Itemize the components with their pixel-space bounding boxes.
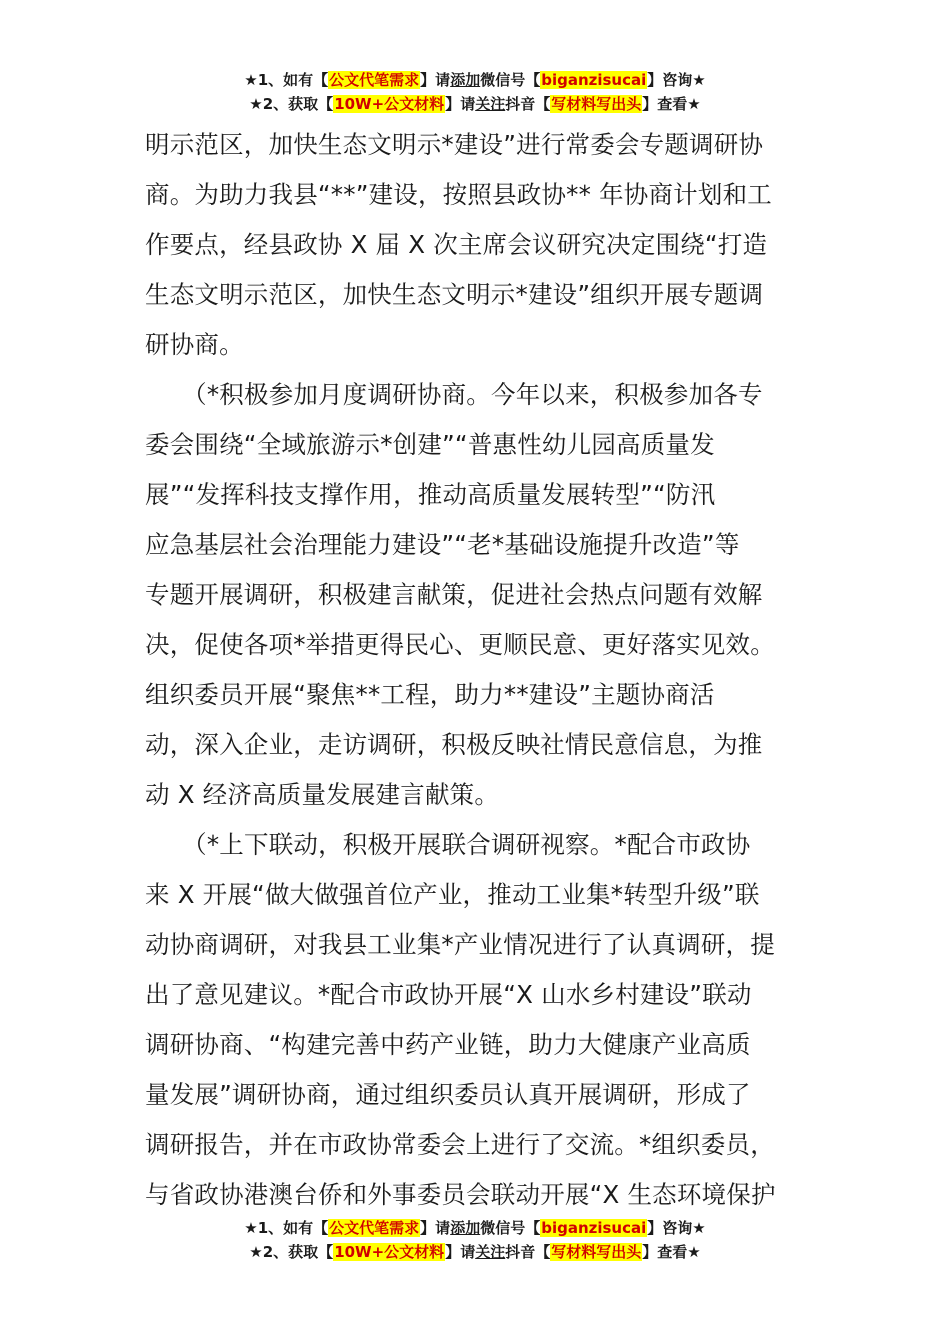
body-line: 决，促使各项*举措更得民心、更顺民意、更好落实见效。 [145,630,775,659]
body-line: 研协商。 [145,330,244,359]
banner-line-1: ★1、如有【公文代笔需求】请添加微信号【biganzisucai】咨询★ [244,1219,706,1237]
body-line: 专题开展调研，积极建言献策，促进社会热点问题有效解 [145,580,763,609]
body-line: （*积极参加月度调研协商。今年以来，积极参加各专 [145,380,763,409]
footer-banner [0,1216,950,1264]
highlight-douyin-account: 写材料写出头 [551,95,642,113]
body-line: 商。为助力我县“**”建设，按照县政协** 年协商计划和工 [145,180,772,209]
banner-line-2: ★2、获取【10W+公文材料】请关注抖音【写材料写出头】查看★ [249,1243,701,1261]
body-line: 调研报告，并在市政协常委会上进行了交流。*组织委员， [145,1130,775,1159]
body-line: 来 X 开展“做大做强首位产业，推动工业集*转型升级”联 [145,880,760,909]
body-line: 量发展”调研协商，通过组织委员认真开展调研，形成了 [145,1080,751,1109]
highlight-materials: 10W+公文材料 [334,95,445,113]
body-line: 展”“发挥科技支撑作用，推动高质量发展转型”“防汛 [145,480,716,509]
highlight-service: 公文代笔需求 [329,1219,420,1237]
highlight-wechat-id: biganzisucai [541,1219,647,1237]
banner-line-2: ★2、获取【10W+公文材料】请关注抖音【写材料写出头】查看★ [249,95,701,113]
body-line: 调研协商、“构建完善中药产业链，助力大健康产业高质 [145,1030,751,1059]
body-line: 动 X 经济高质量发展建言献策。 [145,780,500,809]
highlight-service: 公文代笔需求 [329,71,420,89]
banner-line-1: ★1、如有【公文代笔需求】请添加微信号【biganzisucai】咨询★ [244,71,706,89]
body-line: 生态文明示范区，加快生态文明示*建设”组织开展专题调 [145,280,764,309]
body-line: 出了意见建议。*配合市政协开展“X 山水乡村建设”联动 [145,980,752,1009]
highlight-wechat-id: biganzisucai [541,71,647,89]
body-line: 明示范区，加快生态文明示*建设”进行常委会专题调研协 [145,130,764,159]
highlight-materials: 10W+公文材料 [334,1243,445,1261]
body-line: 作要点，经县政协 X 届 X 次主席会议研究决定围绕“打造 [145,230,768,259]
document-body [145,120,810,1220]
body-line: 与省政协港澳台侨和外事委员会联动开展“X 生态环境保护 [145,1180,776,1209]
body-line: 动，深入企业，走访调研，积极反映社情民意信息，为推 [145,730,763,759]
highlight-douyin-account: 写材料写出头 [551,1243,642,1261]
body-line: 应急基层社会治理能力建设”“老*基础设施提升改造”等 [145,530,740,559]
body-line: 动协商调研，对我县工业集*产业情况进行了认真调研，提 [145,930,775,959]
header-banner [0,68,950,116]
body-line: 委会围绕“全域旅游示*创建”“普惠性幼儿园高质量发 [145,430,715,459]
body-line: （*上下联动，积极开展联合调研视察。*配合市政协 [145,830,751,859]
body-line: 组织委员开展“聚焦**工程，助力**建设”主题协商活 [145,680,715,709]
